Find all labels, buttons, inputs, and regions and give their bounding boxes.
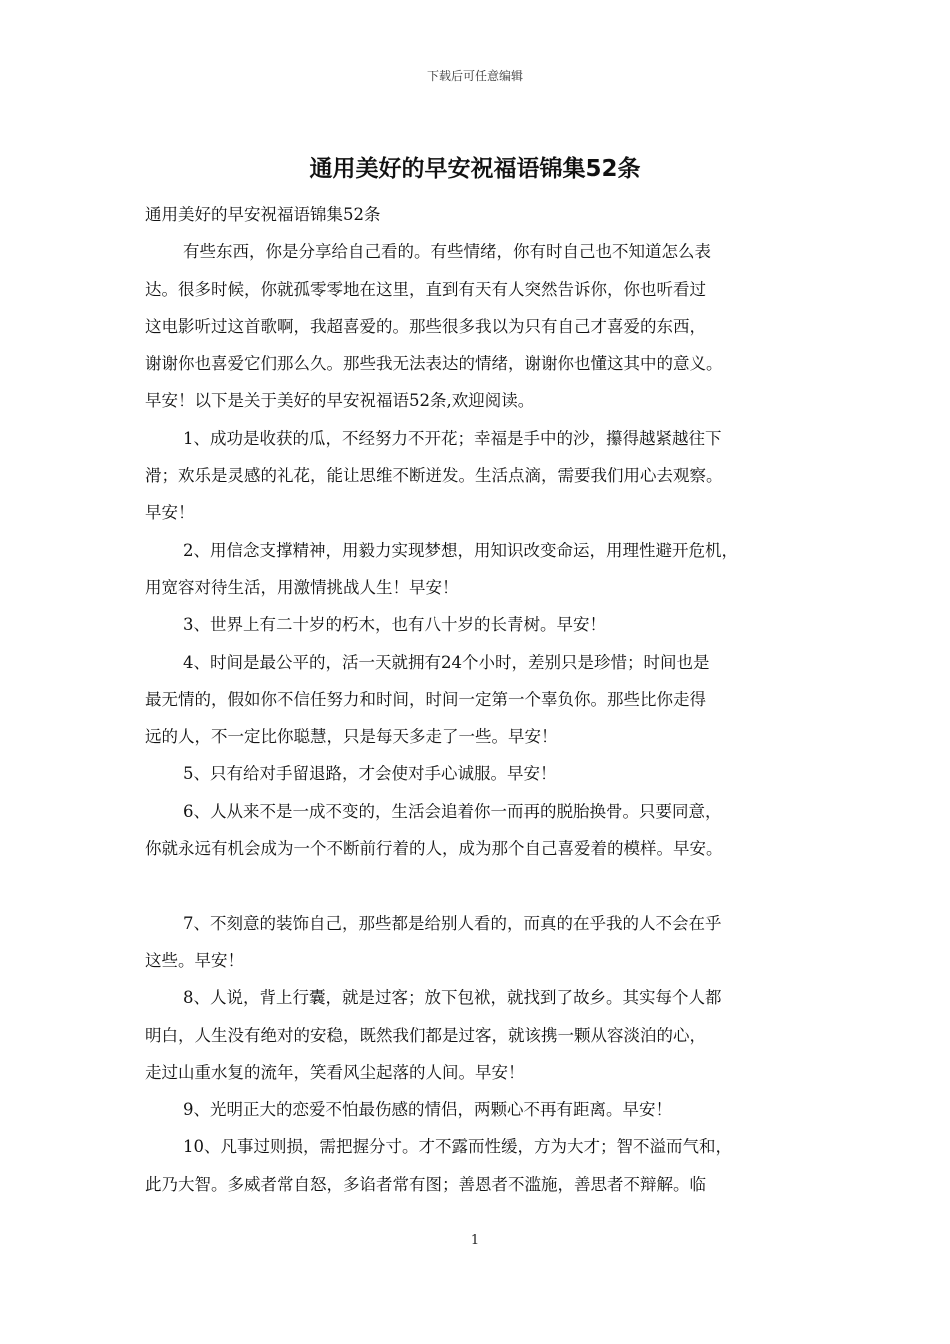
paragraph-line: 1、成功是收获的瓜，不经努力不开花；幸福是手中的沙，攥得越紧越往下 <box>183 428 722 448</box>
blank-line <box>145 867 825 904</box>
paragraph-line: 滑；欢乐是灵感的礼花，能让思维不断迸发。生活点滴，需要我们用心去观察。 <box>145 466 723 486</box>
paragraph-line: 最无情的，假如你不信任努力和时间，时间一定第一个辜负你。那些比你走得 <box>145 689 706 709</box>
paragraph-line: 谢谢你也喜爱它们那么久。那些我无法表达的情绪，谢谢你也懂这其中的意义。 <box>145 354 723 374</box>
paragraph-line: 达。很多时候，你就孤零零地在这里，直到有天有人突然告诉你，你也听看过 <box>145 279 706 299</box>
page-header-note: 下载后可任意编辑 <box>426 69 523 83</box>
paragraph-line: 8、人说，背上行囊，就是过客；放下包袱，就找到了故乡。其实每个人都 <box>183 988 722 1008</box>
paragraph-line: 7、不刻意的装饰自己，那些都是给别人看的，而真的在乎我的人不会在乎 <box>183 913 722 933</box>
paragraph-line: 2、用信念支撑精神，用毅力实现梦想，用知识改变命运，用理性避开危机， <box>183 540 738 560</box>
paragraph-line: 明白，人生没有绝对的安稳，既然我们都是过客，就该携一颗从容淡泊的心， <box>145 1025 706 1045</box>
paragraph-line: 你就永远有机会成为一个不断前行着的人，成为那个自己喜爱着的模样。早安。 <box>145 839 723 859</box>
paragraph-line: 早安！以下是关于美好的早安祝福语52条,欢迎阅读。 <box>145 391 535 411</box>
paragraph-line: 有些东西，你是分享给自己看的。有些情绪，你有时自己也不知道怎么表 <box>183 242 711 262</box>
paragraph-line: 此乃大智。多威者常自怒，多谄者常有图；善恩者不滥施，善思者不辩解。临 <box>145 1174 706 1194</box>
paragraph-line: 6、人从来不是一成不变的，生活会追着你一而再的脱胎换骨。只要同意， <box>183 801 722 821</box>
paragraph-line: 这些。早安！ <box>145 950 244 970</box>
paragraph-line: 走过山重水复的流年，笑看风尘起落的人间。早安！ <box>145 1062 525 1082</box>
paragraph-line: 10、凡事过则损，需把握分寸。才不露而性缓，方为大才；智不溢而气和， <box>183 1137 732 1157</box>
paragraph-line: 9、光明正大的恋爱不怕最伤感的情侣，两颗心不再有距离。早安！ <box>183 1100 672 1120</box>
document-title: 通用美好的早安祝福语锦集52条 <box>309 156 641 182</box>
paragraph-line: 早安！ <box>145 503 195 523</box>
paragraph-line: 用宽容对待生活，用激情挑战人生！早安！ <box>145 577 459 597</box>
paragraph-line: 3、世界上有二十岁的朽木，也有八十岁的长青树。早安！ <box>183 615 606 635</box>
paragraph-line: 远的人，不一定比你聪慧，只是每天多走了一些。早安！ <box>145 727 558 747</box>
document-body <box>145 196 825 1203</box>
paragraph-line: 这电影听过这首歌啊，我超喜爱的。那些很多我以为只有自己才喜爱的东西， <box>145 316 706 336</box>
paragraph-line: 4、时间是最公平的，活一天就拥有24个小时，差别只是珍惜；时间也是 <box>183 652 710 672</box>
page-number: 1 <box>470 1233 480 1248</box>
subtitle-line: 通用美好的早安祝福语锦集52条 <box>145 205 381 224</box>
paragraph-line: 5、只有给对手留退路，才会使对手心诚服。早安！ <box>183 764 557 784</box>
